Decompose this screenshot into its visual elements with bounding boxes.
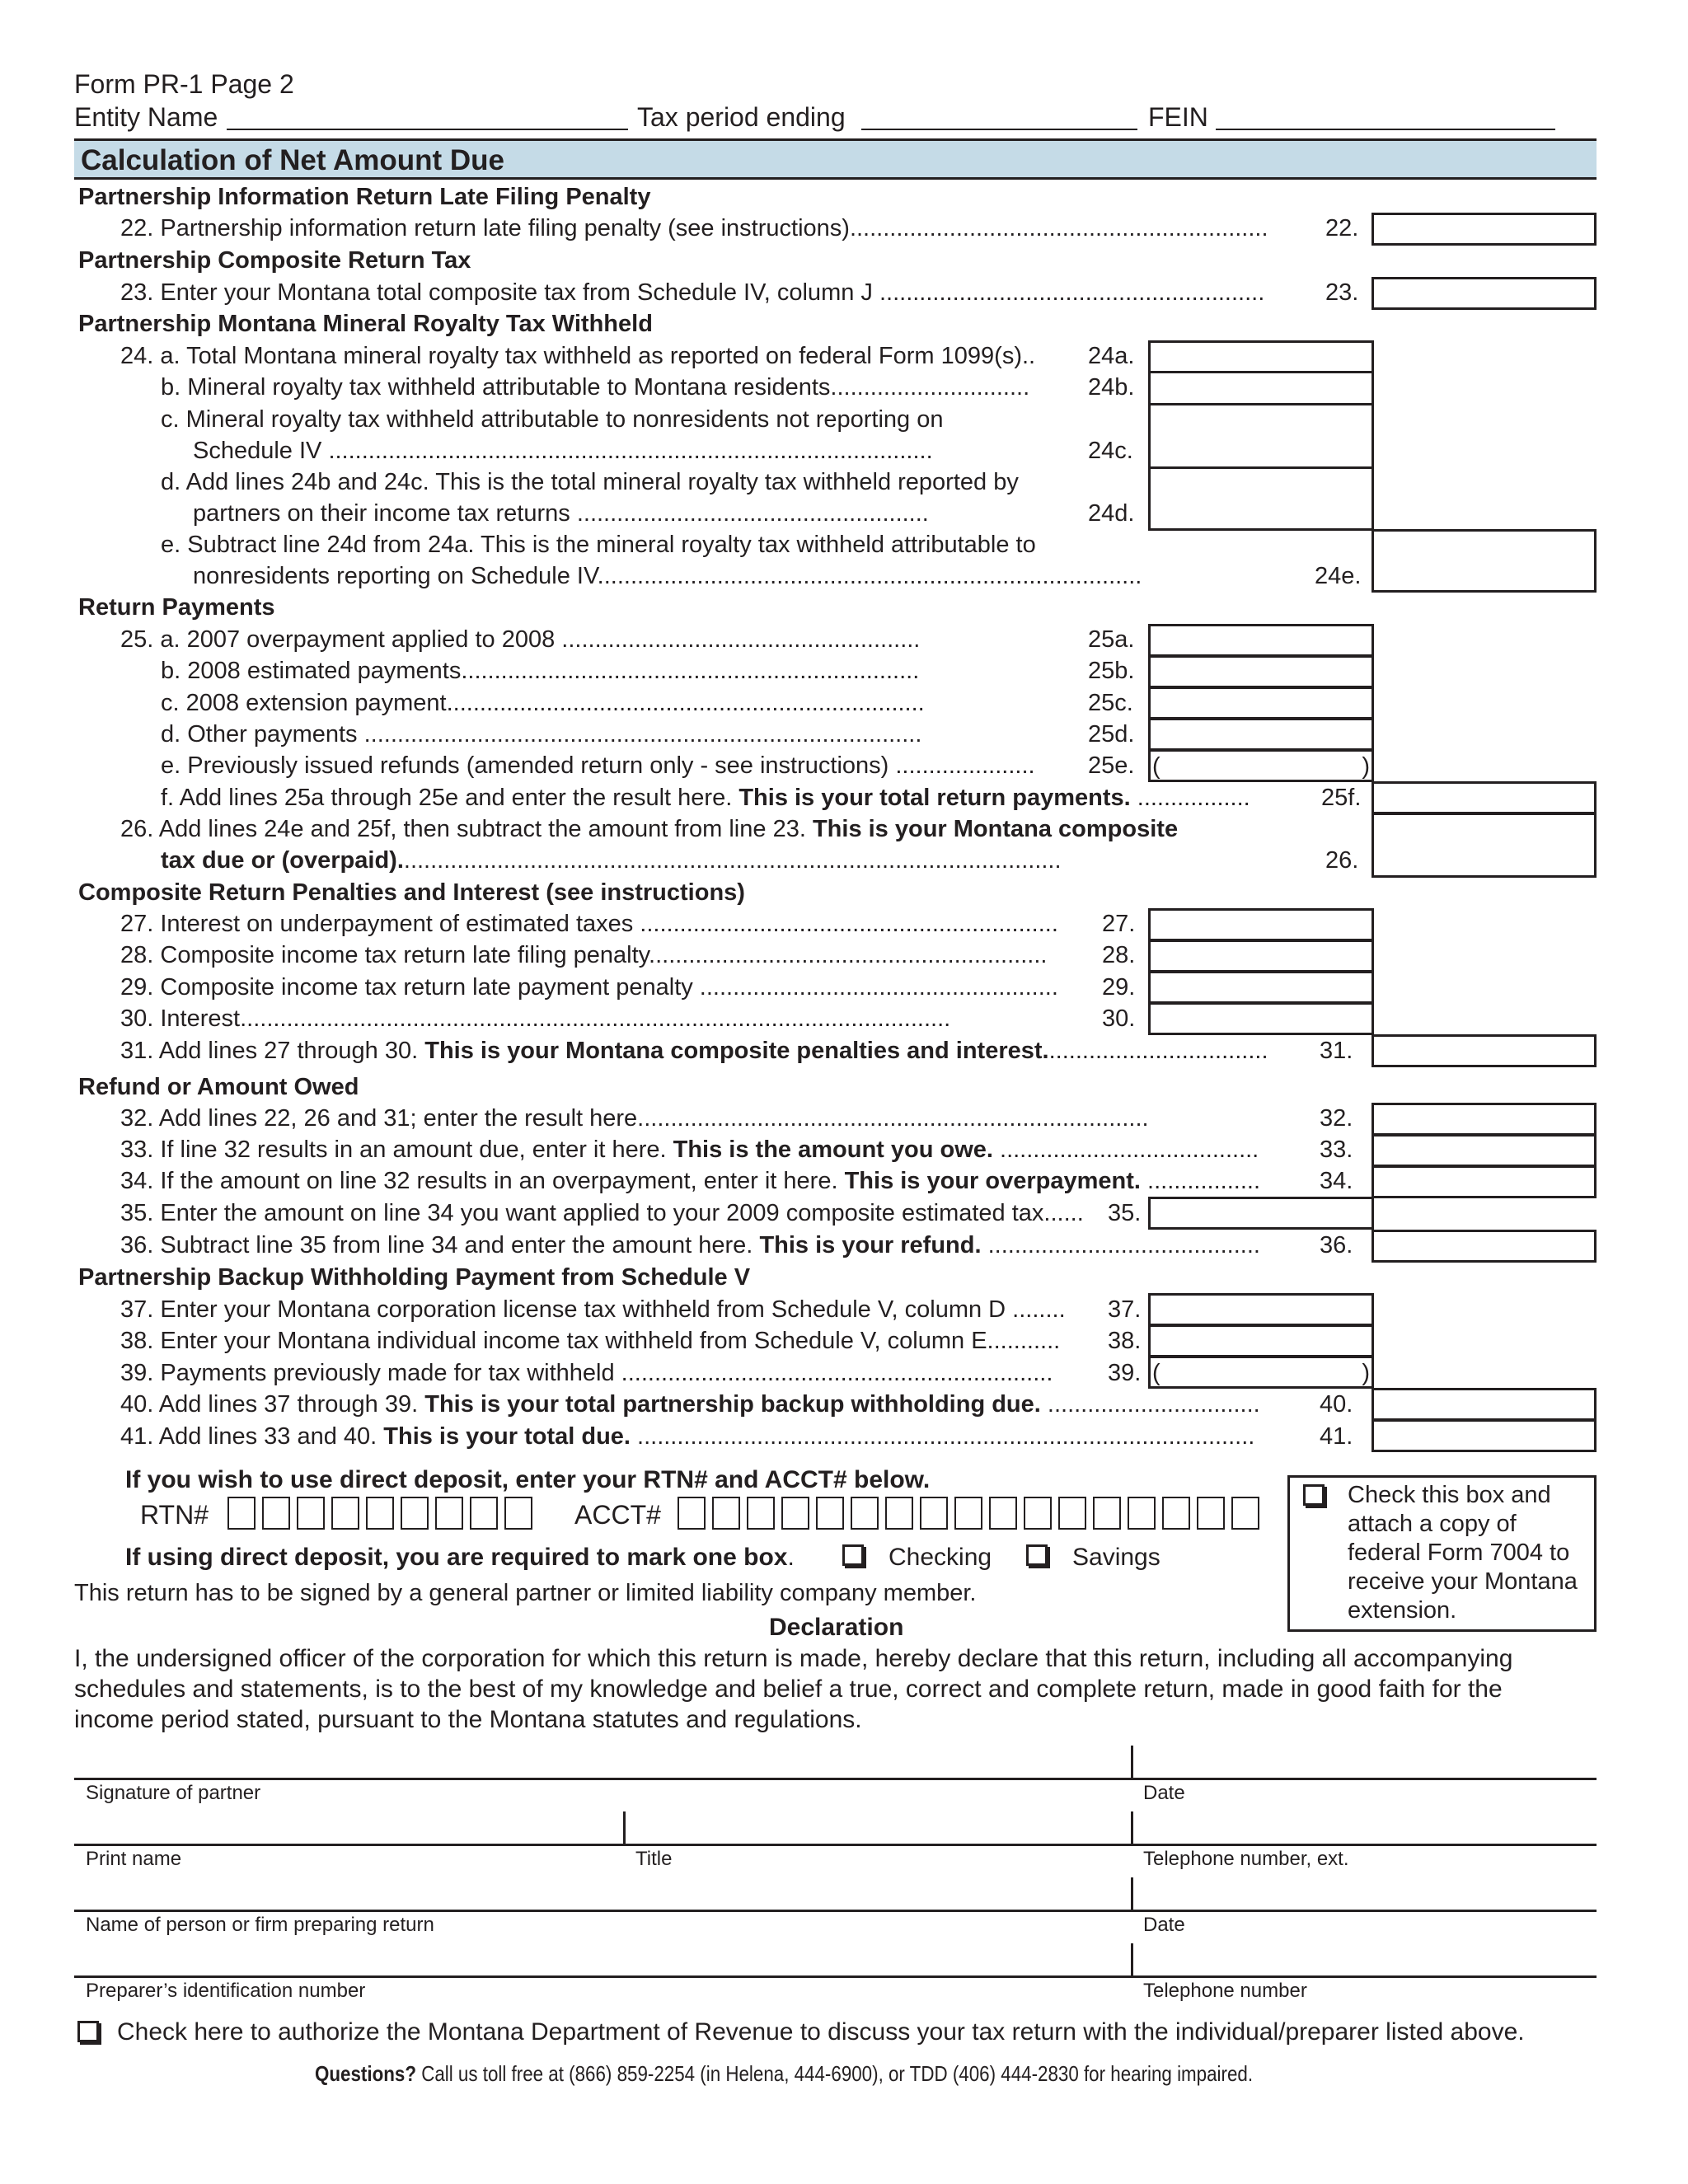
line-25e-paren-open: ( <box>1152 753 1160 780</box>
declaration-line-2: schedules and statements, is to the best of my knowledge and belief a true, correct and complete return, made in good faith for the <box>74 1675 1503 1703</box>
checking-label: Checking <box>889 1544 992 1571</box>
line-25e-paren-close: ) <box>1362 753 1370 780</box>
line-41-text: 41. Add lines 33 and 40. This is your total due. ............................................................................................. <box>120 1423 1255 1450</box>
section-title: Calculation of Net Amount Due <box>81 144 504 176</box>
line-24c-input[interactable] <box>1148 403 1374 469</box>
extension-line-1: Check this box and <box>1348 1482 1551 1508</box>
line-24a-input[interactable] <box>1148 340 1374 373</box>
phone-ext-label: Telephone number, ext. <box>1143 1848 1349 1870</box>
heading-mineral: Partnership Montana Mineral Royalty Tax Withheld <box>78 311 653 337</box>
line-25d-input[interactable] <box>1148 718 1374 751</box>
fein-label: FEIN <box>1148 102 1208 132</box>
line-24b-num: 24b. <box>1088 374 1135 401</box>
line-24e-text-2: nonresidents reporting on Schedule IV.................................................................................. <box>193 563 1142 589</box>
line-41-input[interactable] <box>1372 1419 1597 1452</box>
line-26-text-2: tax due or (overpaid).................................................................................................... <box>161 847 1062 874</box>
extension-line-2: attach a copy of <box>1348 1511 1517 1537</box>
deposit-intro: If you wish to use direct deposit, enter your RTN# and ACCT# below. <box>125 1466 931 1493</box>
line-33-text: 33. If line 32 results in an amount due, enter it here. This is the amount you owe. ....................................... <box>120 1137 1259 1163</box>
rtn-cells[interactable] <box>227 1497 541 1531</box>
declaration-line-1: I, the undersigned officer of the corporation for which this return is made, hereby declare that this return, including all accompanying <box>74 1645 1513 1672</box>
line-41-num: 41. <box>1320 1423 1353 1450</box>
line-29-text: 29. Composite income tax return late payment penalty ...................................................... <box>120 974 1058 1001</box>
line-24b-text: b. Mineral royalty tax withheld attributable to Montana residents.............................. <box>161 374 1030 401</box>
signed-note: This return has to be signed by a general partner or limited liability company member. <box>74 1580 977 1606</box>
declaration-line-3: income period stated, pursuant to the Montana statutes and regulations. <box>74 1706 862 1733</box>
line-24b-input[interactable] <box>1148 371 1374 405</box>
declaration-title: Declaration <box>769 1614 904 1641</box>
line-24d-text-1: d. Add lines 24b and 24c. This is the total mineral royalty tax withheld reported by <box>161 469 1019 495</box>
line-34-num: 34. <box>1320 1168 1353 1194</box>
line-38-num: 38. <box>1108 1328 1142 1354</box>
sig-line-2 <box>74 1844 1597 1846</box>
line-32-num: 32. <box>1320 1105 1353 1132</box>
acct-cell[interactable] <box>1162 1497 1190 1530</box>
line-25e-input[interactable] <box>1148 749 1374 782</box>
line-23-num: 23. <box>1325 279 1359 306</box>
line-26-input[interactable] <box>1372 813 1597 878</box>
sig-divider <box>623 1811 626 1844</box>
line-30-text: 30. Interest........................................................................................................... <box>120 1005 951 1032</box>
fein-field[interactable] <box>1216 129 1555 130</box>
line-37-input[interactable] <box>1148 1293 1374 1326</box>
acct-cell[interactable] <box>1128 1497 1156 1530</box>
authorize-text: Check here to authorize the Montana Department of Revenue to discuss your tax return with the individual/preparer listed above. <box>117 2018 1525 2046</box>
acct-cell[interactable] <box>1093 1497 1121 1530</box>
line-40-input[interactable] <box>1372 1388 1597 1421</box>
line-25a-input[interactable] <box>1148 624 1374 657</box>
line-24e-text-1: e. Subtract line 24d from 24a. This is the mineral royalty tax withheld attributable to <box>161 532 1036 558</box>
line-27-num: 27. <box>1102 911 1136 937</box>
line-30-input[interactable] <box>1148 1002 1374 1035</box>
line-34-text: 34. If the amount on line 32 results in an overpayment, enter it here. This is your overpayment. ................. <box>120 1168 1260 1194</box>
line-25d-text: d. Other payments .................................................................................... <box>161 721 922 748</box>
line-35-input[interactable] <box>1148 1197 1374 1230</box>
acct-cell[interactable] <box>851 1497 879 1530</box>
line-30-num: 30. <box>1102 1005 1136 1032</box>
line-37-text: 37. Enter your Montana corporation license tax withheld from Schedule V, column D ........ <box>120 1296 1066 1323</box>
extension-checkbox[interactable] <box>1303 1484 1325 1506</box>
line-36-text: 36. Subtract line 35 from line 34 and enter the amount here. This is your refund. ......................................... <box>120 1232 1260 1258</box>
line-25b-text: b. 2008 estimated payments..................................................................... <box>161 658 920 684</box>
line-25a-num: 25a. <box>1088 626 1135 653</box>
preparer-id-label: Preparer’s identification number <box>86 1980 366 2002</box>
line-27-text: 27. Interest on underpayment of estimated taxes ............................................................... <box>120 911 1058 937</box>
heading-backup: Partnership Backup Withholding Payment from Schedule V <box>78 1264 751 1291</box>
rtn-cell[interactable] <box>435 1497 463 1530</box>
line-23-text: 23. Enter your Montana total composite tax from Schedule IV, column J .......................................................... <box>120 279 1265 306</box>
rtn-cell[interactable] <box>331 1497 359 1530</box>
line-40-num: 40. <box>1320 1391 1353 1418</box>
line-25e-num: 25e. <box>1088 752 1135 779</box>
preparer-date-label: Date <box>1143 1914 1185 1936</box>
line-27-input[interactable] <box>1148 908 1374 941</box>
line-39-paren-close: ) <box>1362 1360 1370 1386</box>
heading-composite: Partnership Composite Return Tax <box>78 247 471 274</box>
savings-label: Savings <box>1072 1544 1160 1571</box>
extension-line-4: receive your Montana <box>1348 1568 1578 1595</box>
rtn-cell[interactable] <box>470 1497 498 1530</box>
acct-cell[interactable] <box>678 1497 706 1530</box>
acct-cell[interactable] <box>712 1497 740 1530</box>
rtn-cell[interactable] <box>297 1497 325 1530</box>
line-22-input[interactable] <box>1372 213 1597 246</box>
sig-partner-label: Signature of partner <box>86 1782 261 1804</box>
line-25c-text: c. 2008 extension payment........................................................................ <box>161 690 925 716</box>
heading-payments: Return Payments <box>78 594 275 621</box>
line-33-input[interactable] <box>1372 1134 1597 1167</box>
preparer-name-label: Name of person or firm preparing return <box>86 1914 434 1936</box>
acct-cell[interactable] <box>885 1497 913 1530</box>
sig-line-1 <box>74 1778 1597 1780</box>
line-33-num: 33. <box>1320 1137 1353 1163</box>
line-38-input[interactable] <box>1148 1324 1374 1357</box>
sig-divider <box>1131 1943 1133 1976</box>
line-39-text: 39. Payments previously made for tax withheld ................................................................. <box>120 1360 1053 1386</box>
line-25f-num: 25f. <box>1321 785 1362 811</box>
line-22-text: 22. Partnership information return late filing penalty (see instructions)............................................................... <box>120 215 1268 241</box>
heading-refund: Refund or Amount Owed <box>78 1074 359 1100</box>
line-31-input[interactable] <box>1372 1034 1597 1067</box>
line-24e-num: 24e. <box>1315 563 1362 589</box>
line-24e-input[interactable] <box>1372 529 1597 593</box>
rtn-label: RTN# <box>140 1500 209 1530</box>
section-header-bar <box>74 138 1597 180</box>
line-28-num: 28. <box>1102 942 1136 968</box>
extension-box <box>1287 1475 1597 1632</box>
sig-divider <box>1131 1811 1133 1844</box>
footer-contact: Questions? Call us toll free at (866) 859-2254 (in Helena, 444-6900), or TDD (406) 444-2830 for hearing impaired. <box>315 2061 1254 2086</box>
line-24c-text-1: c. Mineral royalty tax withheld attributable to nonresidents not reporting on <box>161 406 944 433</box>
line-28-input[interactable] <box>1148 940 1374 972</box>
rtn-cell[interactable] <box>262 1497 290 1530</box>
line-26-num: 26. <box>1325 847 1359 874</box>
authorize-checkbox[interactable] <box>77 2021 99 2042</box>
line-24a-num: 24a. <box>1088 343 1135 369</box>
line-35-text: 35. Enter the amount on line 34 you want applied to your 2009 composite estimated tax...... <box>120 1200 1084 1226</box>
line-25f-text: f. Add lines 25a through 25e and enter the result here. This is your total return payments. ................. <box>161 785 1250 811</box>
acct-cell[interactable] <box>989 1497 1017 1530</box>
title-label: Title <box>635 1848 673 1870</box>
rtn-cell[interactable] <box>401 1497 429 1530</box>
line-25b-num: 25b. <box>1088 658 1135 684</box>
line-24a-text: 24. a. Total Montana mineral royalty tax withheld as reported on federal Form 1099(s).. <box>120 343 1036 369</box>
acct-cell[interactable] <box>747 1497 775 1530</box>
sig-line-4 <box>74 1975 1597 1978</box>
savings-checkbox[interactable] <box>1026 1544 1048 1566</box>
acct-label: ACCT# <box>574 1500 661 1530</box>
line-39-input[interactable] <box>1148 1356 1374 1389</box>
line-24d-text-2: partners on their income tax returns ..................................................... <box>193 500 929 527</box>
entity-name-field[interactable] <box>227 129 628 130</box>
print-name-label: Print name <box>86 1848 182 1870</box>
line-25f-input[interactable] <box>1372 781 1597 814</box>
acct-cell[interactable] <box>920 1497 948 1530</box>
line-32-text: 32. Add lines 22, 26 and 31; enter the result here............................................................................. <box>120 1105 1149 1132</box>
sig-divider <box>1131 1746 1133 1779</box>
sig-date-label: Date <box>1143 1782 1185 1804</box>
preparer-phone-label: Telephone number <box>1143 1980 1307 2002</box>
deposit-required: If using direct deposit, you are required to mark one box. <box>125 1544 795 1571</box>
line-25c-input[interactable] <box>1148 687 1374 719</box>
heading-late-filing: Partnership Information Return Late Filing Penalty <box>78 184 651 210</box>
line-25b-input[interactable] <box>1148 655 1374 688</box>
checking-checkbox[interactable] <box>842 1544 864 1566</box>
line-24d-input[interactable] <box>1148 466 1374 531</box>
line-23-input[interactable] <box>1372 277 1597 310</box>
line-39-paren-open: ( <box>1152 1360 1160 1386</box>
extension-line-5: extension. <box>1348 1597 1457 1624</box>
tax-period-field[interactable] <box>861 129 1137 130</box>
line-28-text: 28. Composite income tax return late filing penalty............................................................ <box>120 942 1048 968</box>
rtn-cell[interactable] <box>366 1497 394 1530</box>
line-25e-text: e. Previously issued refunds (amended return only - see instructions) ..................... <box>161 752 1035 779</box>
line-31-num: 31. <box>1320 1038 1353 1064</box>
line-40-text: 40. Add lines 37 through 39. This is your total partnership backup withholding due. ................................ <box>120 1391 1260 1418</box>
line-25c-num: 25c. <box>1088 690 1133 716</box>
line-25d-num: 25d. <box>1088 721 1135 748</box>
rtn-cell[interactable] <box>227 1497 256 1530</box>
acct-cells[interactable] <box>678 1497 1268 1531</box>
line-36-input[interactable] <box>1372 1230 1597 1263</box>
sig-line-3 <box>74 1910 1597 1912</box>
line-38-text: 38. Enter your Montana individual income tax withheld from Schedule V, column E........... <box>120 1328 1061 1354</box>
acct-cell[interactable] <box>1058 1497 1086 1530</box>
sig-divider <box>1131 1877 1133 1910</box>
line-26-text-1: 26. Add lines 24e and 25f, then subtract the amount from line 23. This is your Montana composite <box>120 816 1179 842</box>
acct-cell[interactable] <box>781 1497 809 1530</box>
line-24d-num: 24d. <box>1088 500 1135 527</box>
rtn-cell[interactable] <box>504 1497 532 1530</box>
line-25a-text: 25. a. 2007 overpayment applied to 2008 ...................................................... <box>120 626 921 653</box>
line-39-num: 39. <box>1108 1360 1142 1386</box>
line-32-input[interactable] <box>1372 1103 1597 1136</box>
line-37-num: 37. <box>1108 1296 1142 1323</box>
acct-cell[interactable] <box>1231 1497 1259 1530</box>
line-22-num: 22. <box>1325 215 1359 241</box>
line-36-num: 36. <box>1320 1232 1353 1258</box>
entity-name-label: Entity Name <box>74 102 218 132</box>
acct-cell[interactable] <box>954 1497 982 1530</box>
line-34-input[interactable] <box>1372 1165 1597 1198</box>
acct-cell[interactable] <box>1197 1497 1225 1530</box>
line-29-num: 29. <box>1102 974 1136 1001</box>
line-29-input[interactable] <box>1148 971 1374 1004</box>
acct-cell[interactable] <box>816 1497 844 1530</box>
form-page-label: Form PR-1 Page 2 <box>74 69 294 99</box>
line-24c-num: 24c. <box>1088 438 1133 464</box>
extension-line-3: federal Form 7004 to <box>1348 1540 1570 1566</box>
tax-period-label: Tax period ending <box>637 102 846 132</box>
line-24c-text-2: Schedule IV ........................................................................................... <box>193 438 933 464</box>
acct-cell[interactable] <box>1024 1497 1052 1530</box>
line-35-num: 35. <box>1108 1200 1142 1226</box>
heading-penalties: Composite Return Penalties and Interest (see instructions) <box>78 879 745 906</box>
line-31-text: 31. Add lines 27 through 30. This is your Montana composite penalties and interest.................................. <box>120 1038 1268 1064</box>
